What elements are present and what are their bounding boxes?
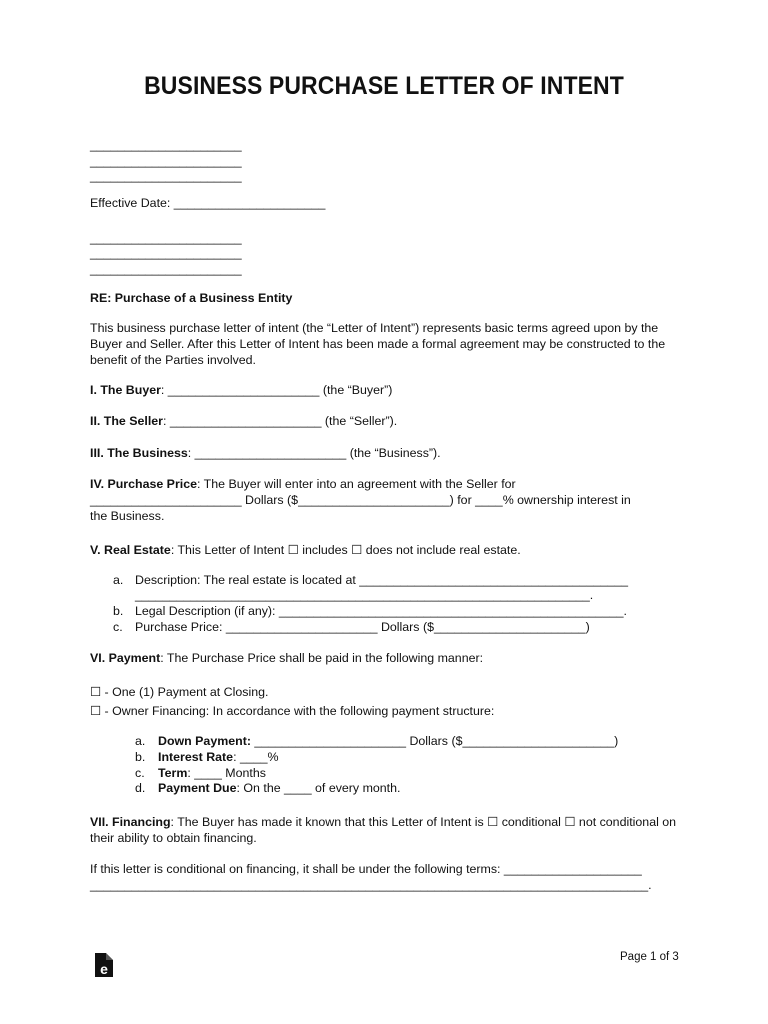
payment-item-text: : ____ Months xyxy=(187,766,266,780)
effective-date-blank: ______________________ xyxy=(173,196,326,210)
effective-date-line xyxy=(90,196,325,210)
payment-label: VI. Payment xyxy=(90,651,161,665)
financing-paragraph xyxy=(90,814,680,846)
address-blank-bottom-3: ______________________ xyxy=(90,262,242,276)
purchase-price-text: : The Buyer will enter into an agreement with the Seller for xyxy=(197,477,516,491)
financing-terms-line-1: If this letter is conditional on financing, it shall be under the following terms: ____________________ xyxy=(90,862,642,876)
payment-item-text: ______________________ Dollars ($______________________) xyxy=(250,734,619,748)
buyer-label: I. The Buyer xyxy=(90,383,161,397)
document-title: BUSINESS PURCHASE LETTER OF INTENT xyxy=(144,72,624,100)
re-line: RE: Purchase of a Business Entity xyxy=(90,291,293,305)
real-estate-item-text: __________________________________________________________________. xyxy=(135,588,594,602)
effective-date-label: Effective Date: xyxy=(90,196,174,210)
payment-item-index: b. xyxy=(135,750,146,764)
seller-text: : ______________________ (the “Seller”). xyxy=(163,414,398,428)
real-estate-item-text: Legal Description (if any): __________________________________________________. xyxy=(135,604,627,618)
real-estate-item-index: a. xyxy=(113,573,124,587)
address-blank-bottom-1: ______________________ xyxy=(90,231,242,245)
real-estate-item-text: Purchase Price: ______________________ Dollars ($______________________) xyxy=(135,620,590,634)
address-blank-top-1: ______________________ xyxy=(90,138,242,152)
payment-item xyxy=(158,781,400,795)
business-label: III. The Business xyxy=(90,446,188,460)
payment-item xyxy=(158,750,279,764)
real-estate-label: V. Real Estate xyxy=(90,543,171,557)
purchase-price-line-3: the Business. xyxy=(90,509,165,523)
payment-item-text: : ____% xyxy=(233,750,279,764)
real-estate-line xyxy=(90,542,521,557)
purchase-price-line-2: ______________________ Dollars ($______________________) for ____% ownership interest in xyxy=(90,493,631,507)
real-estate-item-text: Description: The real estate is located at _______________________________________ xyxy=(135,573,629,587)
seller-label: II. The Seller xyxy=(90,414,163,428)
payment-item-label: Down Payment: xyxy=(158,734,251,748)
financing-terms-line-2: _________________________________________________________________________________. xyxy=(90,878,652,892)
purchase-price-line-1 xyxy=(90,477,516,491)
buyer-text: : ______________________ (the “Buyer”) xyxy=(160,383,393,397)
seller-line xyxy=(90,414,397,428)
payment-option: ☐ - Owner Financing: In accordance with the following payment structure: xyxy=(90,704,495,718)
payment-item-index: d. xyxy=(135,781,146,795)
svg-text:e: e xyxy=(100,961,108,977)
financing-label: VII. Financing xyxy=(90,815,171,829)
real-estate-item-index: c. xyxy=(113,620,123,634)
payment-item-label: Payment Due xyxy=(158,781,237,795)
address-blank-top-3: ______________________ xyxy=(90,169,242,183)
payment-item-label: Term xyxy=(158,766,188,780)
page-number: Page 1 of 3 xyxy=(620,951,679,963)
payment-item xyxy=(158,766,266,780)
business-text: : ______________________ (the “Business”). xyxy=(187,446,441,460)
document-e-icon xyxy=(93,952,115,978)
financing-text: : The Buyer has made it known that this Letter of Intent is ☐ conditional ☐ not conditional on their ability to obtain financing. xyxy=(90,815,677,845)
real-estate-item-index: b. xyxy=(113,604,124,618)
payment-item-label: Interest Rate xyxy=(158,750,234,764)
payment-text: : The Purchase Price shall be paid in the following manner: xyxy=(160,651,484,665)
payment-line xyxy=(90,651,483,665)
business-line xyxy=(90,446,441,460)
real-estate-text: : This Letter of Intent ☐ includes ☐ does not include real estate. xyxy=(170,543,521,557)
address-blank-bottom-2: ______________________ xyxy=(90,246,242,260)
payment-item xyxy=(158,734,618,748)
intro-paragraph: This business purchase letter of intent (the “Letter of Intent”) represents basic terms agreed upon by the Buyer and Seller. After this Letter of Intent has been made a formal agreement may be constructed to the benefit of the Parties involved. xyxy=(90,321,666,367)
payment-option: ☐ - One (1) Payment at Closing. xyxy=(90,685,269,699)
payment-item-index: c. xyxy=(135,766,145,780)
address-blank-top-2: ______________________ xyxy=(90,154,242,168)
purchase-price-label: IV. Purchase Price xyxy=(90,477,197,491)
payment-item-index: a. xyxy=(135,734,146,748)
buyer-line xyxy=(90,383,392,397)
payment-item-text: : On the ____ of every month. xyxy=(236,781,401,795)
